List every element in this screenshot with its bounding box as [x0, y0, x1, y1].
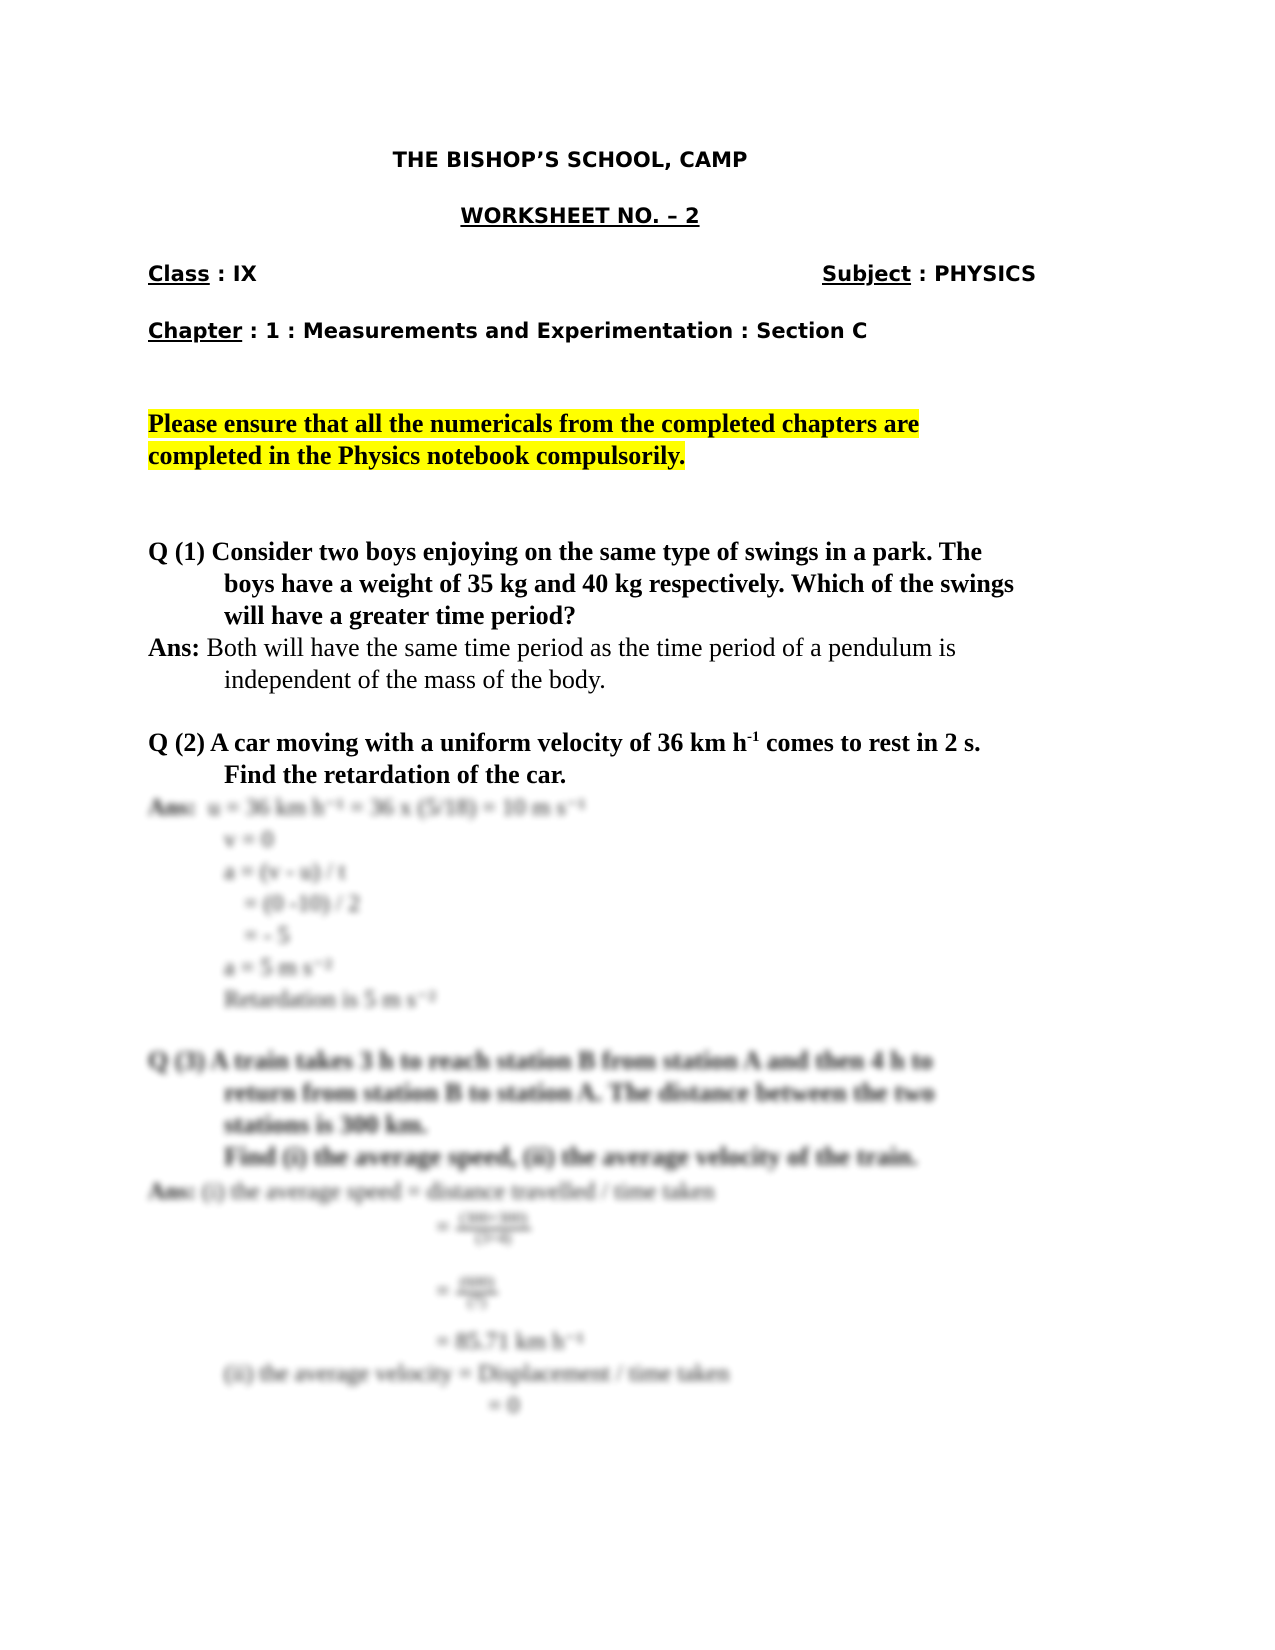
notice-line-1: Please ensure that all the numericals from the completed chapters are: [148, 409, 920, 438]
answer-text-line: v = 0: [224, 827, 274, 853]
equals-sign: =: [436, 1214, 450, 1241]
chapter-field: [148, 319, 867, 343]
answer-text-line: (i) the average speed = distance travelled / time taken: [196, 1179, 715, 1205]
denominator: (7): [467, 1294, 487, 1311]
fraction: [456, 1210, 532, 1248]
answer-text-line: a = (v - u) / t: [224, 859, 346, 885]
answer-text-line: (ii) the average velocity = Displacement / time taken: [224, 1361, 730, 1387]
answer-label: Ans:: [148, 633, 201, 662]
worksheet-title: WORKSHEET NO. – 2: [460, 204, 700, 228]
answer-text-line: a = 5 m s⁻²: [224, 955, 333, 981]
question-text-line: Find the retardation of the car.: [224, 760, 567, 789]
chapter-value: : 1 : Measurements and Experimentation : Section C: [242, 319, 868, 343]
numerator: (600): [456, 1274, 499, 1294]
answer-text-line: independent of the mass of the body.: [224, 665, 606, 694]
class-label: Class: [148, 262, 210, 286]
highlighted-notice: [148, 408, 919, 472]
equals-sign: =: [436, 1278, 450, 1305]
answer-text-line: u = 36 km h⁻¹ = 36 x (5/18) = 10 m s⁻¹: [208, 795, 586, 821]
subject-value: : PHYSICS: [911, 262, 1037, 286]
class-value: : IX: [209, 262, 257, 286]
subject-label: Subject: [822, 262, 912, 286]
class-field: [148, 262, 257, 286]
superscript: -1: [746, 729, 760, 745]
answer-result: = 0: [488, 1393, 520, 1419]
question-text-line: Find (i) the average speed, (ii) the average velocity of the train.: [224, 1142, 918, 1171]
fraction: [456, 1274, 499, 1312]
school-title: THE BISHOP’S SCHOOL, CAMP: [392, 148, 748, 172]
fraction-row: [148, 1274, 729, 1326]
question-label: Q (1): [148, 537, 206, 566]
answer-text-line: = - 5: [244, 923, 290, 949]
fraction-row: [148, 1208, 729, 1274]
answer-label: Ans:: [148, 1179, 197, 1205]
denominator: (3+4): [475, 1230, 512, 1247]
answer-text-line: Both will have the same time period as the time period of a pendulum is: [200, 633, 957, 662]
question-text-line: comes to rest in 2 s.: [759, 728, 981, 757]
question-label: Q (3): [148, 1046, 206, 1075]
numerator: (300+300): [456, 1210, 532, 1230]
question-text-line: A train takes 3 h to reach station B from station A and then 4 h to: [205, 1046, 933, 1075]
question-text-line: will have a greater time period?: [224, 601, 577, 630]
question-text-line: return from station B to station A. The distance between the two: [224, 1078, 935, 1107]
question-text-line: stations is 300 km.: [224, 1110, 428, 1139]
answer-2-blurred: [148, 792, 586, 1016]
question-text-line: Consider two boys enjoying on the same type of swings in a park. The: [205, 537, 983, 566]
question-text-line: A car moving with a uniform velocity of 36 km h: [205, 728, 747, 757]
subject-field: [822, 262, 1036, 286]
answer-1: [148, 632, 956, 696]
answer-text-line: = (0 -10) / 2: [244, 891, 361, 917]
answer-3-blurred: [148, 1176, 729, 1422]
question-3-blurred: [148, 1045, 935, 1173]
question-text-line: boys have a weight of 35 kg and 40 kg respectively. Which of the swings: [224, 569, 1014, 598]
question-label: Q (2): [148, 728, 206, 757]
answer-label: Ans:: [148, 795, 197, 821]
question-1: [148, 536, 1014, 632]
question-2: [148, 727, 981, 791]
notice-line-2: completed in the Physics notebook compulsorily.: [148, 441, 686, 470]
chapter-label: Chapter: [148, 319, 243, 343]
answer-text-line: Retardation is 5 m s⁻²: [224, 987, 436, 1013]
answer-result: = 85.71 km h⁻¹: [436, 1329, 585, 1355]
